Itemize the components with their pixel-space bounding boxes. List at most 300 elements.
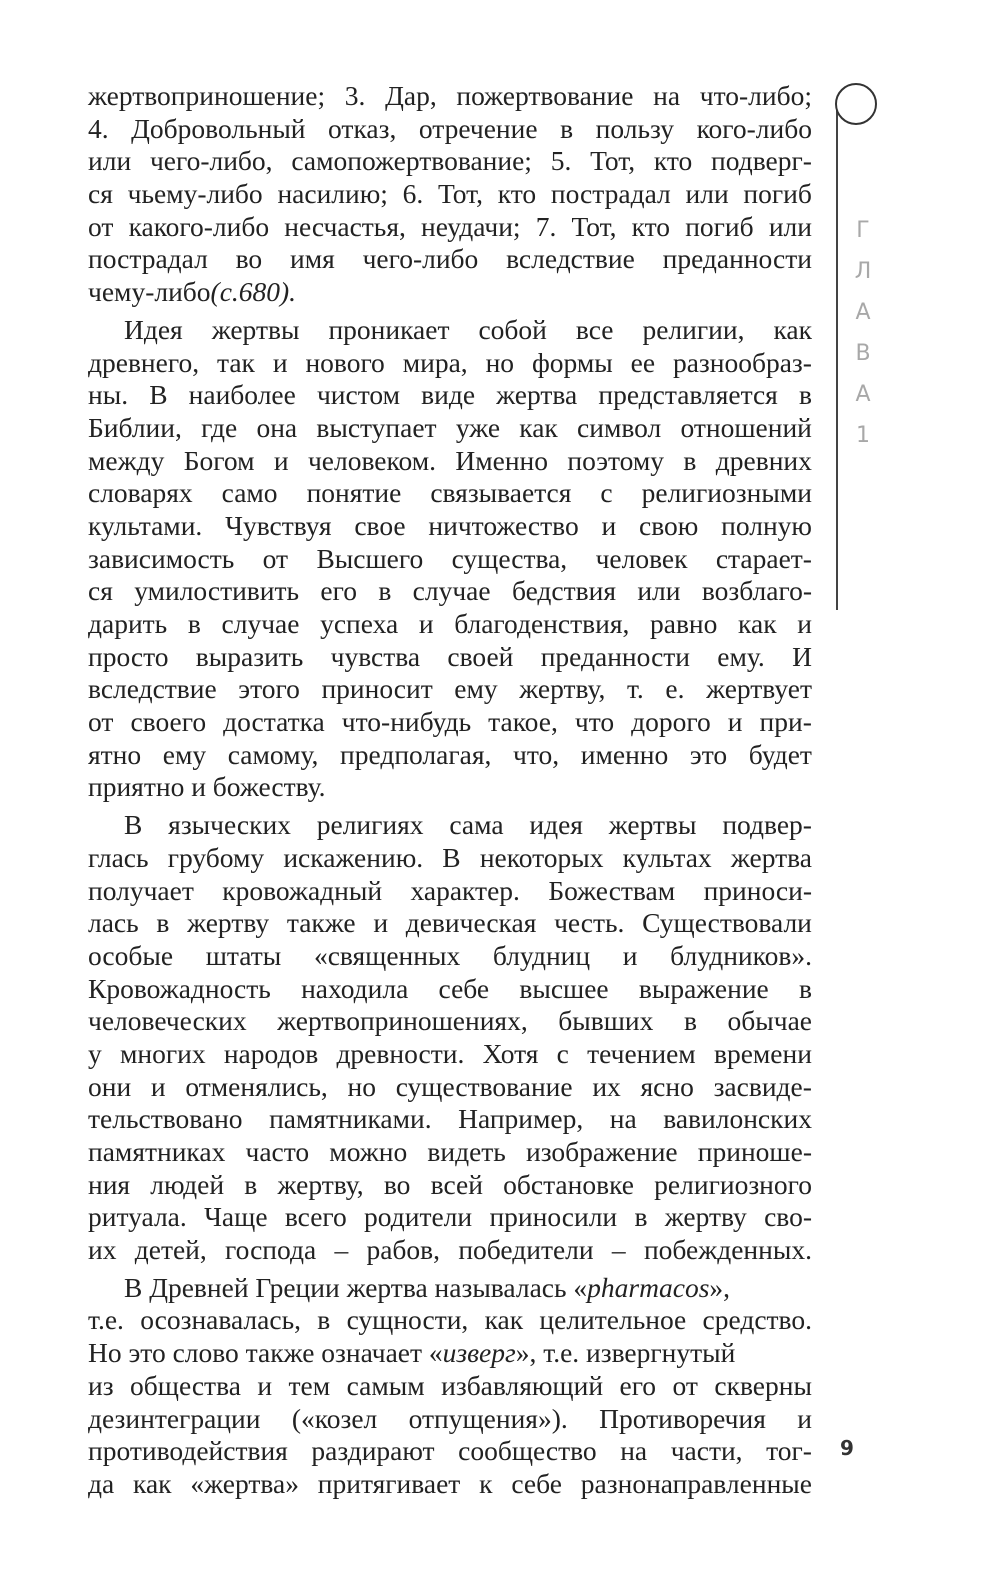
text-line bbox=[88, 80, 812, 113]
word: случае bbox=[412, 575, 491, 607]
word: наиболее bbox=[188, 379, 296, 411]
word: с bbox=[556, 1037, 569, 1069]
text-line bbox=[88, 1468, 812, 1501]
text-line bbox=[88, 1071, 812, 1104]
word: нового bbox=[305, 346, 385, 378]
word: чего-либо bbox=[362, 243, 479, 275]
chapter-letter: А bbox=[855, 382, 871, 407]
word: и bbox=[257, 1369, 273, 1401]
word: что-нибудь bbox=[341, 706, 472, 738]
word: религиозного bbox=[654, 1168, 812, 1200]
word: погиб bbox=[685, 210, 754, 242]
word: представляется bbox=[598, 379, 778, 411]
word: времени bbox=[713, 1037, 812, 1069]
text-line bbox=[88, 412, 812, 445]
word: 4. bbox=[88, 112, 109, 144]
word: обычае bbox=[727, 1005, 812, 1037]
word: успеха bbox=[320, 608, 399, 639]
word: чистом bbox=[316, 379, 400, 411]
word: побежденных. bbox=[643, 1234, 812, 1266]
word: находила bbox=[301, 972, 409, 1004]
word: раздирают bbox=[311, 1435, 435, 1467]
word: в bbox=[317, 1304, 331, 1336]
word: – bbox=[334, 1234, 349, 1266]
word: человеком. bbox=[307, 444, 436, 476]
word: и bbox=[150, 1070, 166, 1102]
word: но bbox=[485, 346, 515, 378]
word: часто bbox=[245, 1136, 310, 1167]
word: чувства bbox=[330, 640, 421, 672]
word: себе bbox=[438, 972, 490, 1004]
text-line bbox=[88, 379, 812, 412]
body-text bbox=[88, 80, 812, 1501]
word: приносит bbox=[321, 673, 433, 705]
word: ся bbox=[88, 178, 113, 210]
word: умилостивить bbox=[134, 575, 300, 607]
word: сообщество bbox=[458, 1435, 597, 1467]
text-line bbox=[88, 1304, 812, 1337]
word: отказ, bbox=[328, 112, 397, 144]
word: так bbox=[216, 346, 255, 378]
word: Идея bbox=[124, 313, 183, 345]
page-number: 9 bbox=[840, 1436, 854, 1460]
word: блудников». bbox=[670, 939, 812, 971]
word: возблаго- bbox=[701, 575, 812, 607]
word: некоторых bbox=[479, 841, 604, 873]
word: в bbox=[683, 1005, 697, 1037]
word: религиях bbox=[316, 809, 424, 841]
word: свою bbox=[639, 509, 699, 541]
word: искажению. bbox=[283, 841, 424, 873]
word: существование bbox=[395, 1070, 573, 1102]
word: предполагая, bbox=[340, 738, 492, 770]
word: ны. bbox=[88, 379, 129, 411]
word: Кровожадность bbox=[88, 972, 271, 1004]
word: – bbox=[611, 1234, 626, 1266]
word: Противоречия bbox=[599, 1402, 766, 1434]
text-line bbox=[88, 1136, 812, 1169]
text-line bbox=[88, 113, 812, 146]
text-line: В Древней Греции жертва называлась « pharmacos », bbox=[124, 1271, 731, 1303]
word: собой bbox=[478, 313, 547, 345]
word: подверг- bbox=[711, 145, 812, 177]
word: подвер- bbox=[722, 809, 812, 841]
word: все bbox=[575, 313, 614, 345]
word: средство. bbox=[702, 1304, 812, 1336]
text-line bbox=[88, 178, 812, 211]
word: именно bbox=[580, 738, 669, 770]
word: просто bbox=[88, 640, 169, 672]
word: уже bbox=[455, 411, 501, 443]
word: блудниц bbox=[492, 939, 591, 971]
word: дезинтеграции bbox=[88, 1402, 261, 1434]
word: человеческих bbox=[88, 1005, 247, 1037]
word: что-либо; bbox=[699, 80, 812, 111]
word: отречение bbox=[418, 112, 538, 144]
word: древних bbox=[715, 444, 812, 476]
word: понятие bbox=[306, 477, 402, 509]
word: ему. bbox=[717, 640, 765, 672]
word: части, bbox=[670, 1435, 743, 1467]
text-line bbox=[88, 543, 812, 576]
word: Библии, bbox=[88, 411, 182, 443]
word: выразить bbox=[195, 640, 304, 672]
word: ее bbox=[630, 346, 656, 378]
word: Хотя bbox=[482, 1037, 539, 1069]
word: жертвы bbox=[608, 809, 697, 841]
word: дарить bbox=[88, 608, 168, 639]
word: Дар, bbox=[385, 80, 437, 111]
word: зависимость bbox=[88, 542, 235, 574]
word: «жертва» bbox=[190, 1467, 299, 1499]
word: кто bbox=[631, 210, 671, 242]
word: получает bbox=[88, 874, 194, 906]
word: жертвы bbox=[211, 313, 300, 345]
word: такое, bbox=[488, 706, 558, 738]
word: особые bbox=[88, 939, 174, 971]
word: погиб bbox=[743, 178, 812, 210]
word: и bbox=[273, 444, 289, 476]
word: лась bbox=[88, 907, 139, 939]
text-line bbox=[88, 739, 812, 772]
text-line bbox=[88, 575, 812, 608]
word: в bbox=[560, 112, 574, 144]
word: целительное bbox=[539, 1304, 687, 1336]
text-line bbox=[88, 1169, 812, 1202]
word: пострадал bbox=[550, 178, 671, 210]
word: в bbox=[244, 1168, 258, 1200]
word: приноси- bbox=[703, 874, 812, 906]
word: скверны bbox=[714, 1369, 812, 1401]
word: т.е. bbox=[88, 1304, 124, 1336]
word: ся bbox=[88, 575, 113, 607]
word: вследствие bbox=[88, 673, 217, 705]
word: и bbox=[622, 939, 638, 971]
word: пострадал bbox=[88, 243, 208, 275]
text-line bbox=[88, 1435, 812, 1468]
word: своей bbox=[447, 640, 514, 672]
word: этого bbox=[238, 673, 300, 705]
word: В bbox=[442, 841, 461, 873]
text-line bbox=[88, 510, 812, 543]
word: и bbox=[373, 907, 389, 939]
word: Добровольный bbox=[131, 112, 306, 144]
text-line bbox=[88, 1403, 812, 1436]
word: притягивает bbox=[317, 1467, 461, 1499]
word: культами. bbox=[88, 509, 203, 541]
word: как bbox=[773, 313, 812, 345]
word: с bbox=[600, 477, 613, 509]
word: самому, bbox=[227, 738, 319, 770]
chapter-circle-ornament bbox=[835, 83, 877, 125]
word: 5. bbox=[550, 145, 572, 177]
word: многих bbox=[119, 1037, 206, 1069]
word: связывается bbox=[430, 477, 572, 509]
word: выражение bbox=[638, 972, 769, 1004]
word: имя bbox=[289, 243, 335, 275]
word: общества bbox=[130, 1369, 241, 1401]
text-line: Но это слово также означает « изверг », т.е. извергнутый bbox=[88, 1337, 736, 1369]
text-line bbox=[88, 1370, 812, 1403]
word: от bbox=[262, 542, 289, 574]
paragraph-2 bbox=[88, 314, 812, 804]
word: отменялись, bbox=[185, 1070, 328, 1102]
text-line bbox=[88, 445, 812, 478]
word: ему bbox=[162, 738, 207, 770]
word: можно bbox=[329, 1136, 408, 1167]
word: словарях bbox=[88, 477, 193, 509]
word: девическая bbox=[405, 907, 537, 939]
text-line bbox=[88, 243, 812, 276]
russian-term: изверг bbox=[442, 1337, 516, 1369]
word: мира, bbox=[402, 346, 468, 378]
word: какого-либо bbox=[128, 210, 270, 242]
text-line bbox=[88, 1005, 812, 1038]
text-line bbox=[88, 973, 812, 1006]
chapter-label bbox=[846, 210, 880, 456]
word: кто bbox=[497, 178, 537, 210]
word: Чувствуя bbox=[225, 509, 332, 541]
word: пожертвование bbox=[456, 80, 634, 111]
word: религии, bbox=[642, 313, 745, 345]
word: виде bbox=[421, 379, 476, 411]
word: тем bbox=[288, 1369, 331, 1401]
word: как bbox=[738, 608, 777, 639]
word: Высшего bbox=[316, 542, 424, 574]
word: Существовали bbox=[642, 907, 812, 939]
text-line bbox=[88, 1103, 812, 1136]
word: своего bbox=[130, 706, 207, 738]
word: жертва bbox=[730, 841, 812, 873]
word: жертву bbox=[664, 1201, 747, 1233]
word: разнонаправленные bbox=[580, 1467, 812, 1499]
word: выступает bbox=[316, 411, 437, 443]
word: 7. bbox=[535, 210, 557, 242]
word: в bbox=[798, 379, 812, 411]
word: избавляющий bbox=[441, 1369, 604, 1401]
paragraph-3 bbox=[88, 809, 812, 1267]
word: приносили bbox=[489, 1201, 618, 1233]
word: победители bbox=[458, 1234, 594, 1266]
word: равно bbox=[649, 608, 718, 639]
word: сво- bbox=[764, 1201, 812, 1233]
text-line bbox=[88, 347, 812, 380]
word: само bbox=[221, 477, 278, 509]
word: свое bbox=[354, 509, 406, 541]
word: ничтожество bbox=[428, 509, 579, 541]
word: к bbox=[479, 1467, 493, 1499]
word: или bbox=[685, 178, 729, 210]
word: жертва bbox=[496, 379, 578, 411]
word: «священных bbox=[313, 939, 461, 971]
word: проникает bbox=[328, 313, 450, 345]
paragraph-4 bbox=[88, 1272, 812, 1501]
word: сама bbox=[449, 809, 504, 841]
word: будет bbox=[748, 738, 812, 770]
text-line bbox=[88, 608, 812, 641]
word: в bbox=[378, 575, 392, 607]
word: или bbox=[88, 145, 132, 177]
word: всего bbox=[284, 1201, 347, 1233]
word: это bbox=[689, 738, 728, 770]
page-reference: (с.680). bbox=[210, 276, 297, 308]
word: рабов, bbox=[366, 1234, 441, 1266]
word: во bbox=[235, 243, 263, 275]
text-line bbox=[88, 641, 812, 674]
word: чего-либо, bbox=[149, 145, 273, 177]
word: Тот, bbox=[590, 145, 636, 177]
word: символ bbox=[577, 411, 662, 443]
word: тельствовано bbox=[88, 1103, 243, 1135]
text-line bbox=[88, 940, 812, 973]
word: человек bbox=[595, 542, 688, 574]
word: Божествам bbox=[548, 874, 676, 906]
text-line bbox=[88, 1201, 812, 1234]
word: полную bbox=[721, 509, 812, 541]
word: дорого bbox=[631, 706, 711, 738]
word: идея bbox=[529, 809, 583, 841]
word: себе bbox=[511, 1467, 562, 1499]
word: и bbox=[797, 608, 812, 639]
greek-term: pharmacos bbox=[587, 1271, 710, 1303]
word: языческих bbox=[168, 809, 291, 841]
word: насилию; bbox=[277, 178, 388, 210]
word: и bbox=[797, 1402, 812, 1434]
text-line bbox=[88, 907, 812, 940]
word: вавилонских bbox=[663, 1103, 812, 1135]
word: ему bbox=[454, 673, 498, 705]
text-line bbox=[88, 1038, 812, 1071]
word: преданности bbox=[540, 640, 691, 672]
word: («козел bbox=[291, 1402, 378, 1434]
word: чьему-либо bbox=[127, 178, 263, 210]
text-line bbox=[88, 706, 812, 739]
word: В bbox=[149, 379, 168, 411]
chapter-letter: В bbox=[855, 341, 871, 366]
word: существа, bbox=[451, 542, 568, 574]
word: изображение bbox=[526, 1136, 678, 1167]
word: засвиде- bbox=[713, 1070, 812, 1102]
word: достатка bbox=[223, 706, 325, 738]
word: в bbox=[683, 444, 697, 476]
word: тог- bbox=[766, 1435, 812, 1467]
word: при- bbox=[759, 706, 812, 738]
word: отпущения»). bbox=[408, 1402, 568, 1434]
word: и bbox=[727, 706, 743, 738]
word: или bbox=[768, 210, 812, 242]
word: видеть bbox=[427, 1136, 506, 1167]
text-line bbox=[88, 314, 812, 347]
word: вследствие bbox=[506, 243, 635, 275]
word: неудачи; bbox=[421, 210, 521, 242]
word: течением bbox=[587, 1037, 696, 1069]
word: отношений bbox=[680, 411, 812, 443]
text-line bbox=[88, 477, 812, 510]
word: жертвует bbox=[706, 673, 812, 705]
word: они bbox=[88, 1070, 132, 1102]
word: е. bbox=[665, 673, 685, 705]
word: народов bbox=[223, 1037, 319, 1069]
word: Именно bbox=[455, 444, 549, 476]
word: сущности, bbox=[346, 1304, 469, 1336]
word: В bbox=[124, 809, 143, 841]
word: Например, bbox=[458, 1103, 584, 1135]
text-line bbox=[88, 1234, 812, 1267]
word: 6. bbox=[402, 178, 424, 210]
word: самопожертвование; bbox=[291, 145, 532, 177]
word: что, bbox=[513, 738, 560, 770]
word: честь. bbox=[554, 907, 625, 939]
word: ритуала. bbox=[88, 1201, 187, 1233]
word: да bbox=[88, 1467, 115, 1499]
word: и bbox=[272, 346, 288, 378]
word: его bbox=[320, 575, 357, 607]
word: от bbox=[88, 210, 114, 242]
word: из bbox=[88, 1369, 114, 1401]
word: Тот, bbox=[571, 210, 617, 242]
word: старает- bbox=[715, 542, 812, 574]
word: жертвоприношениях, bbox=[277, 1005, 528, 1037]
word: Чаще bbox=[204, 1201, 268, 1233]
word: также bbox=[286, 907, 356, 939]
word: жертву, bbox=[277, 1168, 364, 1200]
word: ния bbox=[88, 1168, 131, 1200]
word: осознавалась, bbox=[140, 1304, 301, 1336]
word: в bbox=[799, 972, 812, 1004]
word: их bbox=[88, 1234, 117, 1266]
text-line bbox=[88, 809, 812, 842]
word: людей bbox=[150, 1168, 225, 1200]
word: она bbox=[256, 411, 298, 443]
word: культах bbox=[622, 841, 712, 873]
word: жертву bbox=[187, 907, 270, 939]
word: между bbox=[88, 444, 165, 476]
word: бедствия bbox=[511, 575, 616, 607]
word: обстановке bbox=[503, 1168, 634, 1200]
word: в bbox=[156, 907, 170, 939]
word: в bbox=[187, 608, 201, 639]
word: их bbox=[592, 1070, 621, 1102]
word: памятниках bbox=[88, 1136, 226, 1167]
word: религиозными bbox=[641, 477, 812, 509]
word: кровожадный bbox=[222, 874, 383, 906]
word: самым bbox=[346, 1369, 425, 1401]
word: И bbox=[792, 640, 812, 672]
word: и bbox=[418, 608, 434, 639]
word: детей, bbox=[134, 1234, 207, 1266]
text-line bbox=[88, 673, 812, 706]
word: случае bbox=[221, 608, 300, 639]
word: т. bbox=[626, 673, 644, 705]
word: на bbox=[653, 80, 681, 111]
word: во bbox=[383, 1168, 411, 1200]
word: где bbox=[201, 411, 238, 443]
word: господа bbox=[225, 1234, 317, 1266]
word: или bbox=[637, 575, 681, 607]
paragraph-1 bbox=[88, 80, 812, 309]
word: приноше- bbox=[697, 1136, 812, 1167]
word: кто bbox=[653, 145, 693, 177]
margin-rule bbox=[836, 104, 838, 610]
word: разнообраз- bbox=[672, 346, 812, 378]
word: ятно bbox=[88, 738, 142, 770]
word: несчастья, bbox=[284, 210, 406, 242]
text-line bbox=[88, 875, 812, 908]
word: родители bbox=[364, 1201, 473, 1233]
text-line bbox=[88, 145, 812, 178]
word: на bbox=[620, 1435, 648, 1467]
word: 3. bbox=[344, 80, 366, 111]
